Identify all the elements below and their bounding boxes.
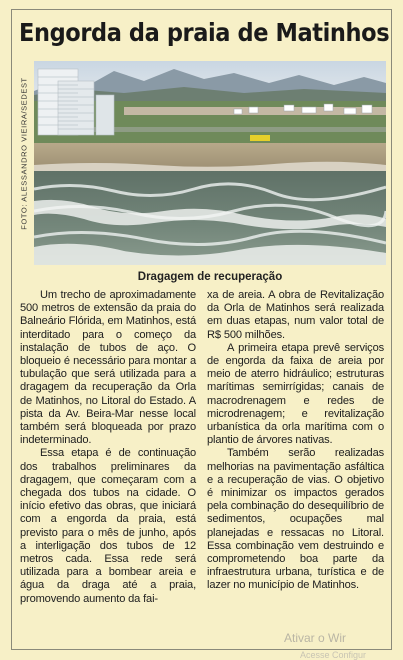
column1-paragraph-1: Um trecho de aproximadamente 500 metros de extensão da praia do Balneário Flórida, em Matinhos, está interditado para o começo da instalação de tubos de aço. O bloqueio é necessário para montar a tubulação que será utilizada para a dragagem da recuperação da Orla de Matinhos, no Litoral do Estado. A pista da Av. Beira-Mar nesse local também será bloqueada por prazo indeterminado. xyxy=(20,289,196,447)
article-photo xyxy=(34,61,386,265)
column2-paragraph-2: A primeira etapa prevê serviços de engorda da faixa de areia por meio de aterro hidráulico; estruturas marítimas semirrígidas; canais de macrodrenagem e redes de microdrenagem; e revitalização urbanística da orla marítima com o plantio de árvores nativas. xyxy=(207,341,384,447)
photo-caption: Dragagem de recuperação xyxy=(137,271,283,283)
article-column-1 xyxy=(20,289,196,606)
column1-paragraph-2: Essa etapa é de continuação dos trabalhos preliminares da dragagem, que começaram com a chegada dos tubos na cidade. O início efetivo das obras, que iniciará com a engorda da praia, está previsto para o mês de junho, após a interligação dos tubos de 12 metros cada. Essa rede será utilizada para a bombear areia e água da draga até a praia, promovendo aumento da fai- xyxy=(20,447,196,605)
article-headline: Engorda da praia de Matinhos xyxy=(19,18,390,47)
photo-credit-text: FOTO: ALESSANDRO VIEIRA/SEDEST xyxy=(19,76,29,230)
column2-paragraph-1: xa de areia. A obra de Revitalização da Orla de Matinhos será realizada em duas etapas, num valor total de R$ 500 milhões. xyxy=(207,289,384,341)
article-column-2 xyxy=(207,289,384,593)
beach-aerial-photo xyxy=(34,61,386,265)
photo-credit xyxy=(17,60,31,246)
activation-watermark: Ativar o Wir xyxy=(284,631,347,645)
activation-watermark-subtext: Acesse Configur xyxy=(300,650,367,660)
column2-paragraph-3: Também serão realizadas melhorias na pavimentação asfáltica e a recuperação de vias. O objetivo é minimizar os impactos gerados pela combinação do desequilíbrio de sedimentos, ocupações mal planejadas e ressacas no Litoral. Essa combinação vem destruindo e comprometendo boa parte da infraestrutura urbana, turística e de lazer no município de Matinhos. xyxy=(207,447,384,592)
